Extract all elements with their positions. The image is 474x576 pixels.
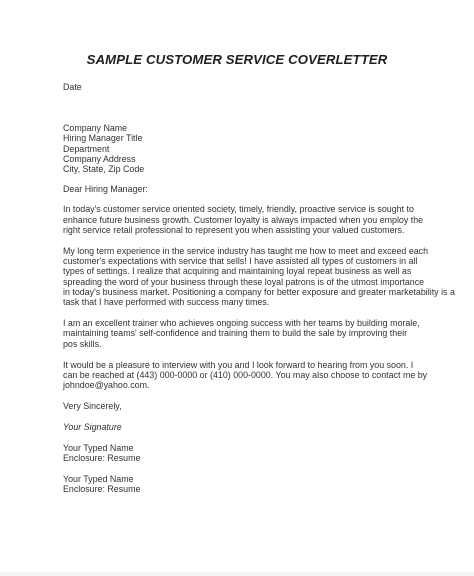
letter-title: SAMPLE CUSTOMER SERVICE COVERLETTER: [86, 52, 388, 67]
address-line: Company Address: [63, 153, 136, 164]
page-bottom-edge: [0, 572, 474, 576]
enclosure-line: Enclosure: Resume: [63, 484, 141, 495]
paragraph-line: It would be a pleasure to interview with you and I look forward to hearing from you soon. I: [63, 359, 414, 370]
address-line: Hiring Manager Title: [63, 133, 143, 144]
paragraph-experience: [63, 246, 455, 308]
letter-body: [63, 82, 455, 495]
paragraph-line: enhance future business growth. Customer loyalty is always impacted when you employ the: [63, 214, 424, 225]
typed-name: Your Typed Name: [63, 474, 134, 485]
paragraph-line: maintaining teams' self-confidence and training them to build the sale by improving their: [63, 328, 408, 339]
paragraph-line: In today's customer service oriented society, timely, friendly, proactive service is sought to: [63, 204, 414, 215]
paragraph-line: My long term experience in the service industry has taught me how to meet and exceed each: [63, 246, 429, 257]
paragraph-line: task that I have performed with success many times.: [63, 297, 270, 308]
signature-placeholder: Your Signature: [63, 421, 122, 432]
paragraph-line: can be reached at (443) 000-0000 or (410) 000-0000. You may also choose to contact me by: [63, 370, 428, 381]
paragraph-line: pos skills.: [63, 338, 102, 349]
paragraph-line: types of settings. I realize that acquiring and maintaining loyal repeat business as well as: [63, 266, 412, 277]
paragraph-intro: [63, 204, 433, 235]
enclosure-line: Enclosure: Resume: [63, 453, 141, 464]
date-line: Date: [63, 82, 82, 92]
address-line: Department: [63, 143, 110, 154]
address-line: City, State, Zip Code: [63, 164, 145, 175]
typed-name-block: [63, 443, 433, 463]
paragraph-line: right service retail professional to represent you when assisting your valued customers.: [63, 224, 405, 235]
typed-name: Your Typed Name: [63, 442, 134, 453]
typed-name-block: [63, 474, 433, 494]
paragraph-contact: [63, 360, 433, 391]
paragraph-line: I am an excellent trainer who achieves ongoing success with her teams by building morale,: [63, 318, 420, 329]
paragraph-line: in today's business market. Positioning a company for better exposure and greater marketability is a: [63, 286, 455, 297]
salutation: Dear Hiring Manager:: [63, 184, 148, 195]
closing: Very Sincerely,: [63, 401, 122, 412]
paragraph-line: spreading the word of your business through these loyal patrons is of the utmost importance: [63, 276, 425, 287]
recipient-address: [63, 123, 433, 174]
paragraph-line: customer's expectations with service that sells! I have assisted all types of customers in all: [63, 256, 418, 267]
address-line: Company Name: [63, 123, 128, 134]
paragraph-line: johndoe@yahoo.com.: [63, 380, 150, 391]
paragraph-trainer: [63, 318, 433, 349]
